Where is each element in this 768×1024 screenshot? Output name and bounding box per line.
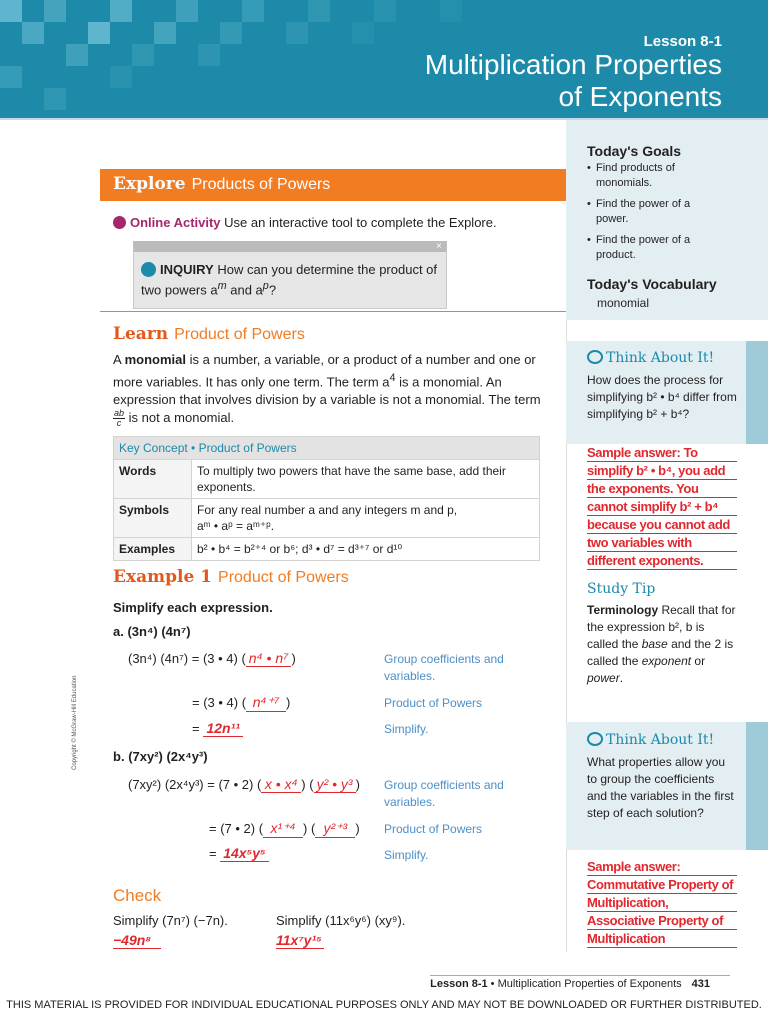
inquiry-text: INQUIRY How can you determine the product of two powers $a^m$ and $a^p$? (141, 262, 438, 298)
think-about-it-title-2: Think About It! (587, 732, 714, 748)
think-about-it-answer-2: Sample answer: Commutative Property of Multiplication, Associative Property of Multiplication (587, 859, 734, 946)
step-a3: = 12n¹¹ (192, 720, 243, 737)
note-simplify: Simplify. (384, 848, 429, 862)
footer-divider (430, 975, 730, 976)
close-icon[interactable]: × (436, 241, 442, 252)
page-footer: Lesson 8-1 • Multiplication Properties of Exponents 431 (430, 978, 710, 990)
lightbulb-icon (587, 732, 603, 746)
check-question-2: Simplify (11x⁶y⁶) (xy⁹). (276, 913, 406, 928)
note-product: Product of Powers (384, 822, 483, 836)
table-row: Symbols For any real number a and any integers m and p, aᵐ • aᵖ = aᵐ⁺ᵖ. (114, 499, 540, 538)
think-about-it-question-2: What properties allow you to group the coefficients and the variables in the first step of each solution? (587, 755, 734, 820)
think-about-it-question-1: How does the process for simplifying b² • b⁴ differ from simplifying b² + b⁴? (587, 373, 737, 421)
explore-heading: Explore Products of Powers (113, 174, 331, 194)
answer-blank[interactable]: x • x⁴ (261, 776, 301, 793)
note-product: Product of Powers (384, 696, 483, 710)
panel-tab (746, 722, 768, 850)
goal-item: • Find the power of a power. (587, 197, 707, 227)
example-heading: Example 1 Product of Powers (113, 567, 349, 587)
panel-tab (746, 341, 768, 444)
think-about-it-title-1: Think About It! (587, 350, 714, 366)
section-divider (100, 311, 566, 312)
lesson-title (425, 49, 722, 113)
step-b2: = (7 • 2) ( x¹⁺⁴ ) ( y²⁺³ ) (209, 820, 360, 836)
study-tip-text: Terminology Recall that for the expression b², b is called the base and the 2 is called the exponent or power. (587, 603, 736, 685)
note-group: Group coefficients and variables. (384, 778, 504, 809)
answer-blank[interactable]: y²⁺³ (315, 820, 355, 838)
key-concept-title: Key Concept • Product of Powers (114, 437, 540, 460)
goal-item: • Find products of monomials. (587, 161, 707, 191)
key-concept-table (113, 436, 540, 561)
table-row: Examples b² • b⁴ = b²⁺⁴ or b⁶; d³ • d⁷ = d³⁺⁷ or d¹⁰ (114, 538, 540, 561)
inquiry-icon (141, 262, 156, 277)
lightbulb-icon (587, 350, 603, 364)
goal-item: • Find the power of a product. (587, 233, 707, 263)
step-b1: (7xy²) (2x⁴y³) = (7 • 2) ( x • x⁴ ) ( y² • y³ ) (128, 776, 360, 792)
check-question-1: Simplify (7n⁷) (−7n). (113, 913, 228, 928)
answer-blank[interactable]: x¹⁺⁴ (263, 820, 303, 838)
check-heading: Check (113, 886, 162, 905)
step-b3: = 14x⁵y⁵ (209, 845, 269, 862)
goals-list (587, 161, 707, 269)
online-activity[interactable]: Online Activity Use an interactive tool to complete the Explore. (113, 215, 497, 230)
vocabulary-word: monomial (597, 296, 650, 310)
answer-blank[interactable]: y² • y³ (314, 776, 356, 793)
step-a1: (3n⁴) (4n⁷) = (3 • 4) ( n⁴ • n⁷ ) (128, 650, 296, 666)
goals-title: Today's Goals (587, 143, 682, 159)
answer-blank[interactable]: 14x⁵y⁵ (220, 845, 269, 862)
table-row: Words To multiply two powers that have the same base, add their exponents. (114, 460, 540, 499)
answer-blank[interactable]: n⁴ • n⁷ (246, 650, 292, 667)
lesson-title-line2: of Exponents (558, 81, 722, 112)
fraction: $\frac{ab}{c}$ (114, 408, 125, 429)
note-group: Group coefficients and variables. (384, 652, 504, 683)
lesson-header (0, 0, 768, 118)
learn-heading: Learn Product of Powers (113, 324, 305, 344)
problem-a: a. (3n⁴) (4n⁷) (113, 624, 191, 639)
note-simplify: Simplify. (384, 722, 429, 736)
answer-blank[interactable]: n⁴⁺⁷ (246, 694, 286, 712)
example-instruction: Simplify each expression. (113, 600, 273, 615)
step-a2: = (3 • 4) ( n⁴⁺⁷ ) (192, 694, 291, 710)
check-answer-1[interactable]: −49n⁸ (113, 932, 161, 949)
disclaimer: THIS MATERIAL IS PROVIDED FOR INDIVIDUAL EDUCATIONAL PURPOSES ONLY AND MAY NOT BE DOWNLOADED OR FURTHER DISTRIBUTED. (6, 999, 762, 1011)
answer-blank[interactable]: 12n¹¹ (203, 720, 243, 737)
check-answer-2[interactable]: 11x⁷y¹⁵ (276, 932, 324, 949)
copyright-notice: Copyright © McGraw-Hill Education (72, 675, 78, 770)
page-number: 431 (691, 978, 710, 990)
lesson-title-line1: Multiplication Properties (424, 49, 722, 80)
lesson-number: Lesson 8-1 (643, 33, 722, 50)
vocabulary-title: Today's Vocabulary (587, 276, 717, 292)
online-activity-icon (113, 216, 126, 229)
monomial-definition: A monomial is a number, a variable, or a product of a number and one or more variables. It has only one term. The term $a^4$ is a monomial. An expression that involves division by a variable is not a monomial. The term $\frac{ab}{c}$ is not a monomial. (113, 352, 541, 429)
study-tip-title: Study Tip (587, 581, 656, 597)
think-about-it-answer-1: Sample answer: To simplify b² • b⁴, you add the exponents. You cannot simplify b² + b⁴ because you cannot add two variables with different exponents. (587, 445, 730, 568)
problem-b: b. (7xy²) (2x⁴y³) (113, 749, 208, 764)
